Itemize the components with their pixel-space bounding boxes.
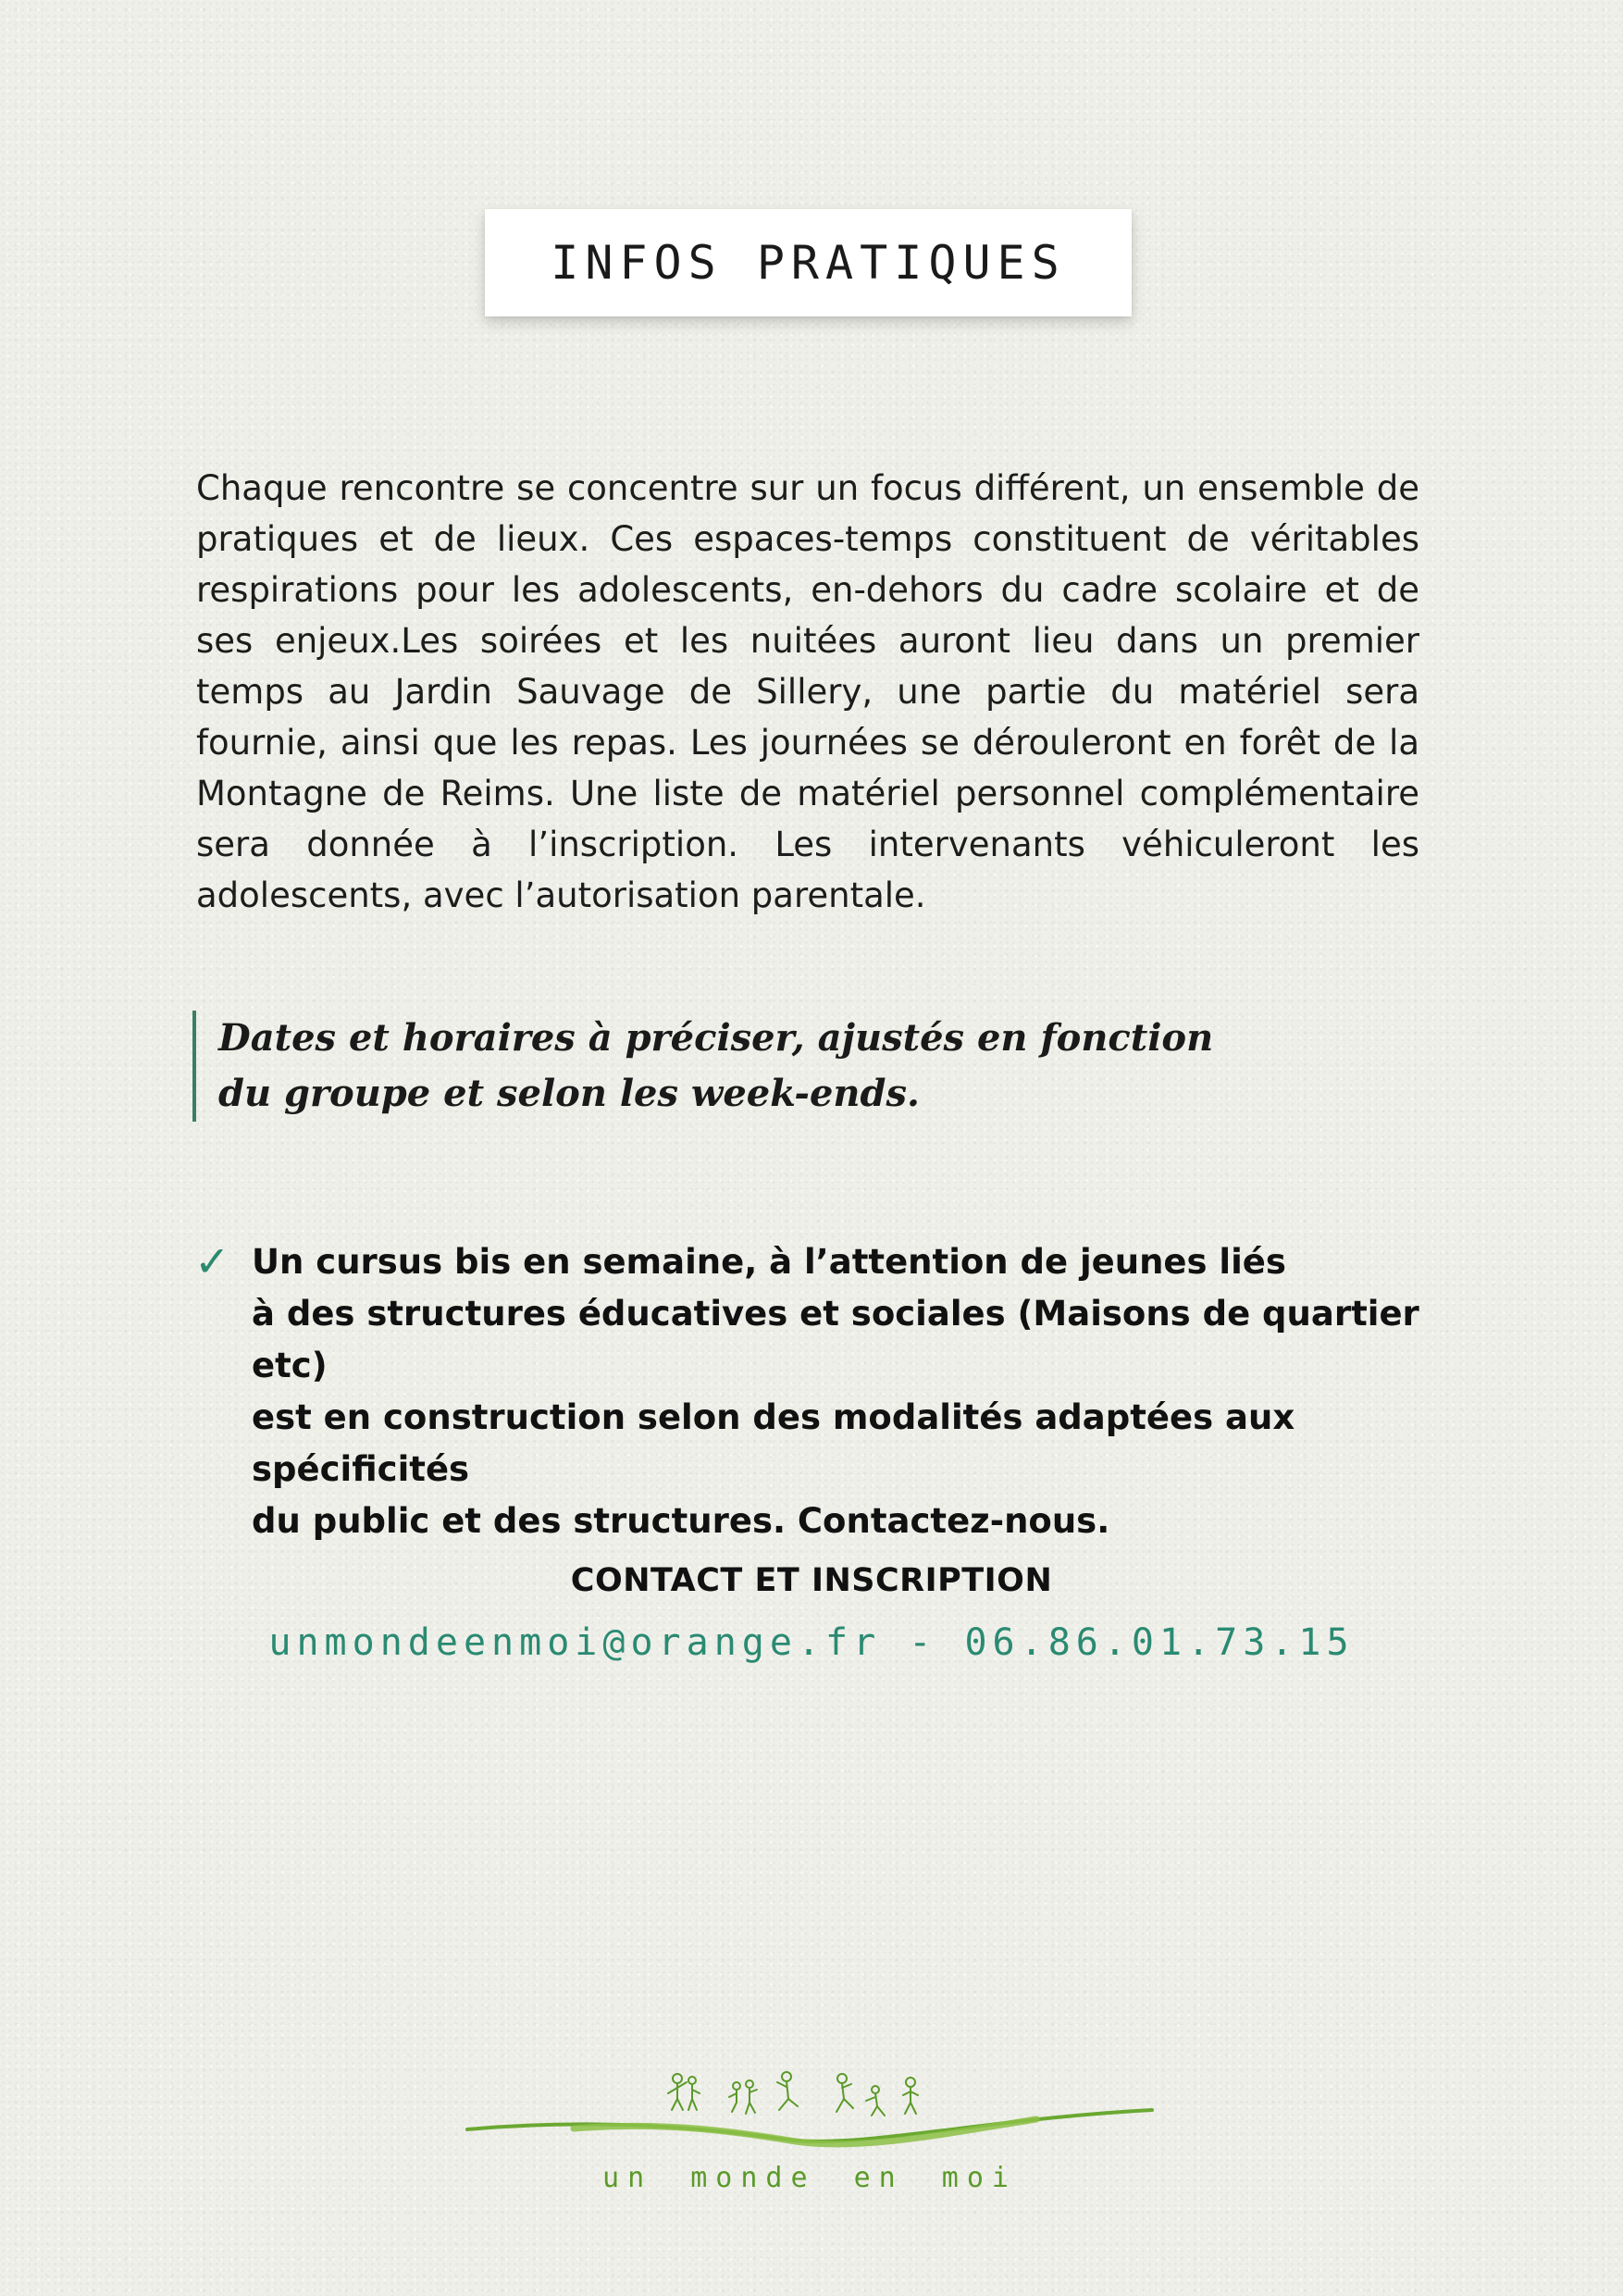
weekday-note <box>194 1236 1434 1547</box>
check-icon: ✓ <box>194 1236 230 1286</box>
note-line: est en construction selon des modalités adaptées aux spécificités <box>252 1397 1295 1489</box>
intro-paragraph: Chaque rencontre se concentre sur un focus différent, un ensemble de pratiques et de lieux. Ces espaces-temps constituent de véritables respirations pour les adolescents, en-dehors du cadre scolaire et de ses enjeux.Les soirées et les nuitées auront lieu dans un premier temps au Jardin Sauvage de Sillery, une partie du matériel sera fournie, ainsi que les repas. Les journées se dérouleront en forêt de la Montagne de Reims. Une liste de matériel personnel complémentaire sera donnée à l’inscription. Les intervenants véhiculeront les adolescents, avec l’autorisation parentale. <box>196 468 1419 915</box>
note-line: Un cursus bis en semaine, à l’attention de jeunes liés <box>252 1242 1286 1282</box>
page-title: INFOS PRATIQUES <box>551 236 1066 290</box>
quote-line: Dates et horaires à préciser, ajustés en fonction <box>218 1016 1214 1060</box>
quote-line: du groupe et selon les week-ends. <box>218 1072 920 1115</box>
logo-text: un monde en moi <box>602 2162 1017 2194</box>
title-card <box>485 209 1132 316</box>
logo-illustration-icon <box>463 2062 1157 2164</box>
contact-title: CONTACT ET INSCRIPTION <box>570 1562 1053 1599</box>
note-line: du public et des structures. Contactez-nous. <box>252 1501 1110 1541</box>
note-line: à des structures éducatives et sociales (Maisons de quartier etc) <box>252 1294 1419 1385</box>
contact-info: unmondeenmoi@orange.fr - 06.86.01.73.15 <box>268 1621 1355 1664</box>
logo <box>463 2062 1157 2201</box>
dates-quote <box>192 1011 1236 1122</box>
